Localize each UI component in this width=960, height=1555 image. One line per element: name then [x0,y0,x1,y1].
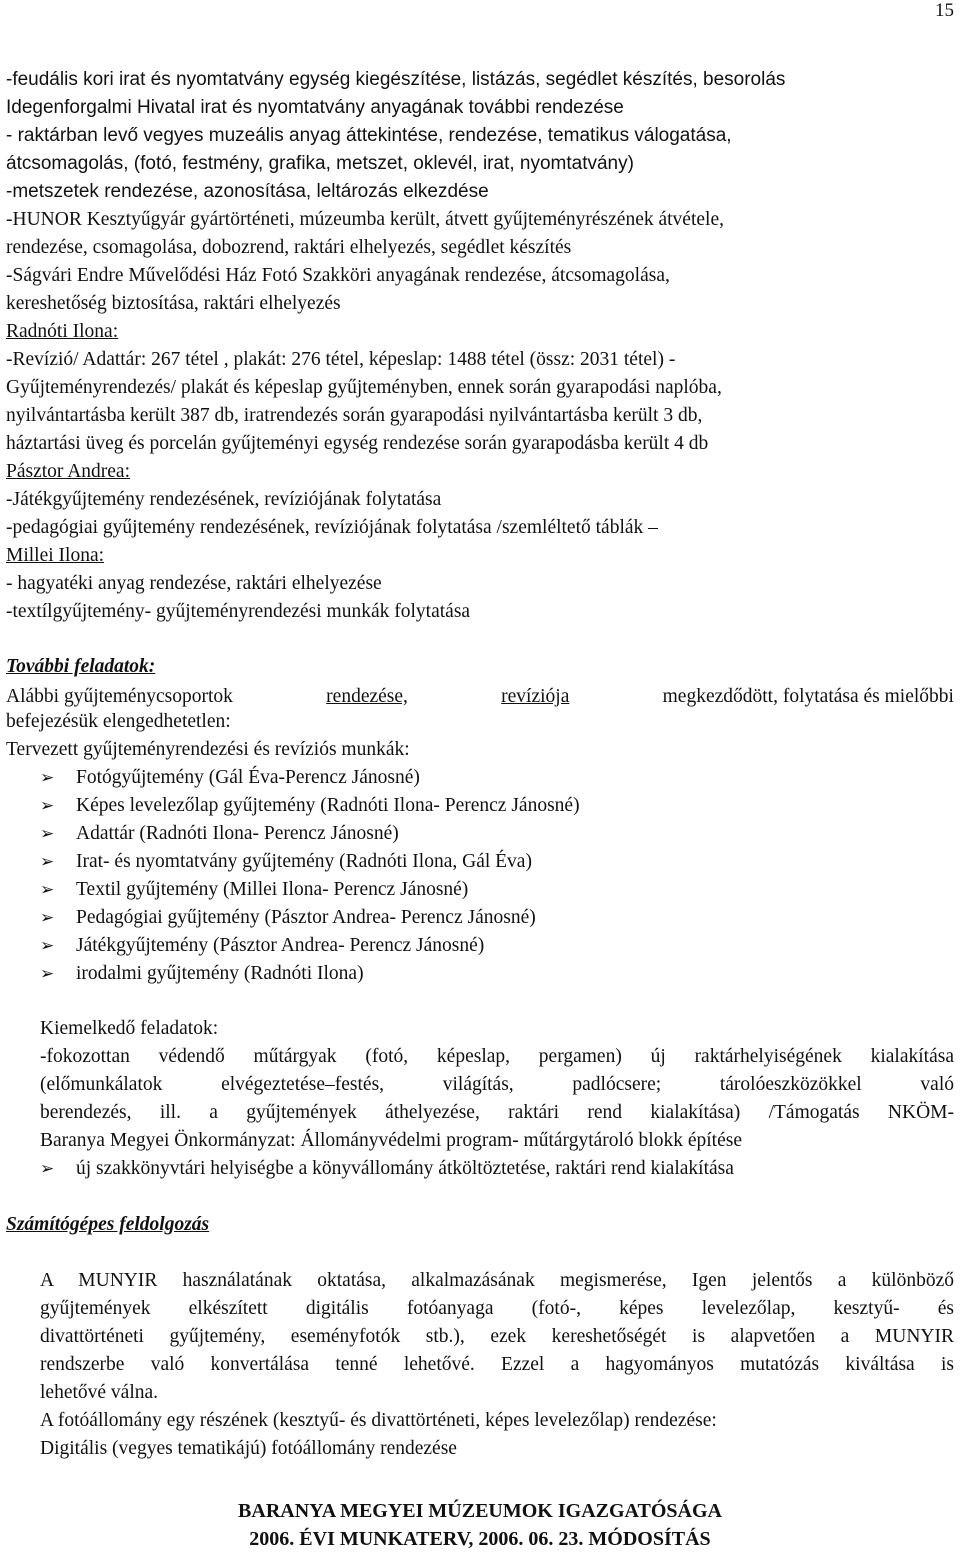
section-heading-kiemelt: Kiemelkedő feladatok: [40,1018,219,1039]
list-item-text: irodalmi gyűjtemény (Radnóti Ilona) [76,963,364,984]
underlined-word: rendezése, [326,686,408,707]
text-line: átcsomagolás, (fotó, festmény, grafika, metszet, oklevél, irat, nyomtatvány) [6,153,634,174]
list-item-text: Játékgyűjtemény (Pásztor Andrea- Perencz Jánosné) [76,935,485,956]
justified-line: gyűjtemények elkészített digitális fotóanyaga (fotó-, képes levelezőlap, kesztyű- és [40,1298,954,1319]
text-line: befejezésük elengedhetetlen: [6,711,231,732]
text-line: -HUNOR Kesztyűgyár gyártörténeti, múzeumba került, átvett gyűjteményrészének átvétele, [6,209,724,230]
text-line: A fotóállomány egy részének (kesztyű- és divattörténeti, képes levelezőlap) rendezése: [40,1410,717,1431]
justified-line: (előmunkálatok elvégeztetése–festés, világítás, padlócsere; tárolóeszközökkel való [40,1074,954,1095]
text-line: Tervezett gyűjteményrendezési és revíziós munkák: [6,739,410,760]
arrow-bullet-icon: ➢ [40,880,55,900]
person-heading-millei: Millei Ilona: [6,545,105,566]
list-item [40,822,399,846]
list-item-text: új szakkönyvtári helyiségbe a könyvállomány átköltöztetése, raktári rend kialakítása [76,1158,734,1179]
justified-line: rendszerbe való konvertálása tenné lehetővé. Ezzel a hagyományos mutatózás kiváltása is [40,1354,954,1375]
arrow-bullet-icon: ➢ [40,796,55,816]
text-line: -pedagógiai gyűjtemény rendezésének, revíziójának folytatása /szemléltető táblák – [6,517,658,538]
text-line: Baranya Megyei Önkormányzat: Állományvédelmi program- műtárgytároló blokk építése [40,1130,742,1151]
text-line: -metszetek rendezése, azonosítása, leltározás elkezdése [6,181,489,202]
text-line: -Revízió/ Adattár: 267 tétel , plakát: 276 tétel, képeslap: 1488 tétel (össz: 2031 tétel) - [6,349,676,370]
list-item [40,794,580,818]
justified-line: -fokozottan védendő műtárgyak (fotó, képeslap, pergamen) új raktárhelyiségének kialakítása [40,1046,954,1067]
text-line: Idegenforgalmi Hivatal irat és nyomtatvány anyagának további rendezése [6,97,624,118]
underlined-word: revíziója [501,686,570,707]
text-line: -feudális kori irat és nyomtatvány egység kiegészítése, listázás, segédlet készítés, besorolás [6,69,786,90]
justified-line: A MUNYIR használatának oktatása, alkalmazásának megismerése, Igen jelentős a különböző [40,1270,954,1291]
list-item [40,1157,734,1181]
text-line: -Ságvári Endre Művelődési Ház Fotó Szakköri anyagának rendezése, átcsomagolása, [6,265,670,286]
person-heading-pasztor: Pásztor Andrea: [6,461,131,482]
list-item [40,934,484,958]
list-item-text: Képes levelezőlap gyűjtemény (Radnóti Ilona- Perencz Jánosné) [76,795,580,816]
arrow-bullet-icon: ➢ [40,768,55,788]
text-line: -textílgyűjtemény- gyűjteményrendezési munkák folytatása [6,601,471,622]
list-item-text: Pedagógiai gyűjtemény (Pásztor Andrea- Perencz Jánosné) [76,907,536,928]
list-item-text: Irat- és nyomtatvány gyűjtemény (Radnóti Ilona, Gál Éva) [76,851,532,872]
list-item [40,850,532,874]
list-item-text: Textil gyűjtemény (Millei Ilona- Perencz Jánosné) [76,879,469,900]
arrow-bullet-icon: ➢ [40,1159,55,1179]
justified-line [6,685,954,709]
justified-line: berendezés, ill. a gyűjtemények áthelyezése, raktári rend kialakítása) /Támogatás NKÖM- [40,1102,954,1123]
text-line: Gyűjteményrendezés/ plakát és képeslap gyűjteményben, ennek során gyarapodási naplóba, [6,377,722,398]
list-item [40,906,536,930]
text-line: Digitális (vegyes tematikájú) fotóállomány rendezése [40,1438,457,1459]
footer-institution: BARANYA MEGYEI MÚZEUMOK IGAZGATÓSÁGA [238,1500,722,1522]
list-item-text: Fotógyűjtemény (Gál Éva-Perencz Jánosné) [76,767,420,788]
arrow-bullet-icon: ➢ [40,824,55,844]
list-item [40,878,468,902]
arrow-bullet-icon: ➢ [40,908,55,928]
arrow-bullet-icon: ➢ [40,852,55,872]
text-span: megkezdődött, folytatása és mielőbbi [662,686,954,707]
list-item [40,962,364,986]
text-line: -Játékgyűjtemény rendezésének, revíziójának folytatása [6,489,442,510]
section-heading-tovabbi: További feladatok: [6,656,156,677]
text-line: - hagyatéki anyag rendezése, raktári elhelyezése [6,573,382,594]
text-line: háztartási üveg és porcelán gyűjteményi egység rendezése során gyarapodásba került 4 db [6,433,709,454]
text-line: nyilvántartásba került 387 db, iratrendezés során gyarapodási nyilvántartásba került 3 db, [6,405,703,426]
footer-document-title: 2006. ÉVI MUNKATERV, 2006. 06. 23. MÓDOSÍTÁS [249,1528,711,1550]
text-span: Alábbi gyűjteménycsoportok [6,686,233,707]
list-item [40,766,420,790]
text-line: kereshetőség biztosítása, raktári elhelyezés [6,293,341,314]
person-heading-radnoti: Radnóti Ilona: [6,321,119,342]
arrow-bullet-icon: ➢ [40,964,55,984]
list-item-text: Adattár (Radnóti Ilona- Perencz Jánosné) [76,823,399,844]
text-line: rendezése, csomagolása, dobozrend, raktári elhelyezés, segédlet készítés [6,237,572,258]
justified-line: divattörténeti gyűjtemény, eseményfotók stb.), ezek kereshetőségét is alapvetően a MUNYIR [40,1326,954,1347]
page-number: 15 [935,0,954,21]
arrow-bullet-icon: ➢ [40,936,55,956]
text-line: - raktárban levő vegyes muzeális anyag áttekintése, rendezése, tematikus válogatása, [6,125,732,146]
text-line: lehetővé válna. [40,1382,159,1403]
section-heading-szamitogepes: Számítógépes feldolgozás [6,1214,210,1235]
